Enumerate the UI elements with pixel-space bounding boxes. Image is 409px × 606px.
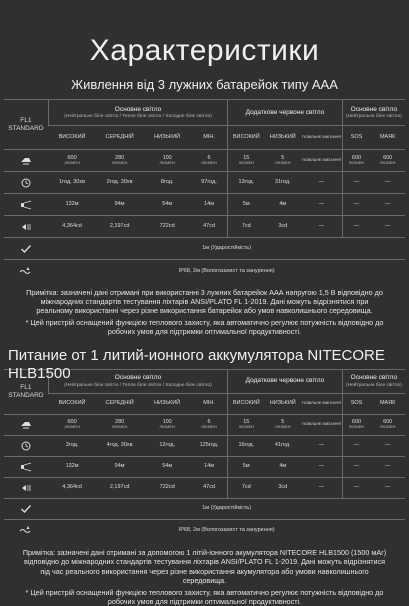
lumens-value: 5	[281, 155, 285, 162]
runtime-cell: 13год.	[228, 172, 265, 194]
group-main-sublabel: (Нейтральне біле світло / Тепле біле світло / Холодне біле світло)	[64, 382, 212, 388]
lumens-value: 100	[162, 419, 172, 426]
mode-cell: МАЯК	[370, 126, 405, 150]
intensity-icon	[20, 222, 32, 232]
mode-cell: СЕРЕДНІЙ	[96, 393, 144, 414]
section1-subtitle: Живлення від 3 лужних батарейок типу ААА	[71, 77, 338, 92]
distance-cell: 54м	[143, 194, 191, 216]
lumens-value: 600	[351, 155, 362, 162]
intensity-cell: 7cd	[228, 216, 265, 238]
table-impact-row	[4, 498, 405, 519]
lumens-slow-cell: ПОВІЛЬНЕ МИГАННЯ	[301, 414, 342, 435]
standard-label: STANDARD	[8, 124, 44, 132]
lumens-unit: ЛЮМЕН	[348, 160, 365, 166]
lumens-value: 600	[383, 155, 393, 162]
table-impact-row	[4, 238, 405, 260]
clock-icon	[21, 178, 31, 188]
intensity-cell: —	[301, 216, 342, 238]
mode-cell: ПОВІЛЬНЕ МИГАННЯ	[301, 126, 342, 150]
intensity-cell: —	[370, 216, 405, 238]
runtime-cell: 125год.	[191, 435, 228, 456]
group-main2-sublabel: (Нейтральне біле світло)	[345, 113, 402, 119]
table-runtime-row	[4, 172, 405, 194]
impact-cell: 1м (Ударостійкість)	[48, 498, 405, 519]
intensity-cell: 2,197cd	[96, 477, 144, 498]
lumens-cell	[228, 150, 265, 172]
runtime-cell: 3год.	[48, 435, 96, 456]
lumens-cell	[228, 414, 265, 435]
runtime-cell: 97год.	[191, 172, 228, 194]
lumens-value: 100	[162, 155, 172, 162]
mode-cell: МІН.	[191, 393, 228, 414]
intensity-cell: 722cd	[143, 216, 191, 238]
waterproof-icon-cell	[4, 519, 48, 540]
lumens-cell	[370, 414, 405, 435]
runtime-cell: —	[301, 172, 342, 194]
group-main2-sublabel: (Нейтральне біле світло)	[345, 382, 402, 388]
intensity-cell: —	[301, 477, 342, 498]
mode-cell: СЕРЕДНІЙ	[96, 126, 144, 150]
impact-icon-cell	[4, 238, 48, 260]
beam-distance-icon	[20, 200, 32, 210]
lumens-icon-cell	[4, 150, 48, 172]
mode-cell: ВИСОКИЙ	[228, 393, 265, 414]
lumens-unit: ЛЮМЕН	[274, 424, 291, 430]
lumens-unit: ЛЮМЕН	[348, 424, 365, 430]
runtime-cell: —	[301, 435, 342, 456]
intensity-cell: —	[342, 477, 370, 498]
lumens-cell	[143, 150, 191, 172]
intensity-icon	[20, 483, 32, 493]
table-distance-row	[4, 194, 405, 216]
runtime-cell: 1год. 30хв	[48, 172, 96, 194]
group-red-label: Додаткове червоне світло	[245, 377, 325, 385]
lumens-value: 600	[67, 155, 77, 162]
group-main2-label: Основне світло	[350, 105, 398, 113]
lumens-unit: ЛЮМЕН	[64, 424, 80, 430]
mode-cell: МАЯК	[370, 393, 405, 414]
mode-cell: НИЗЬКИЙ	[264, 393, 301, 414]
table-lumens-row	[4, 150, 405, 172]
distance-cell: —	[301, 194, 342, 216]
distance-cell: 5м	[228, 194, 265, 216]
distance-cell: —	[370, 456, 405, 477]
impact-cell: 1м (Ударостійкість)	[48, 238, 405, 260]
mode-cell: SOS	[342, 126, 370, 150]
section1-note: Примітка: зазначені дані отримані при використанні 3 лужних батарейок ААА напругою 1,5 В відповідно до міжнародних стандартів тестування ліхтарів ANSI/PLATO FL 1-2019. Дані можуть відрізнятися при реальному використанні через різне використання батарейок або умов навколишнього середовища.	[26, 287, 383, 315]
distance-cell: 4м	[264, 456, 301, 477]
distance-cell: 14м	[191, 456, 228, 477]
lumens-value: 6	[207, 419, 211, 426]
lumens-unit: ЛЮМЕН	[159, 424, 175, 430]
intensity-cell: —	[342, 216, 370, 238]
spec-table-1	[4, 99, 405, 282]
intensity-cell: 722cd	[143, 477, 191, 498]
runtime-cell: —	[342, 172, 370, 194]
runtime-cell: 8год.	[143, 172, 191, 194]
mode-cell: НИЗЬКИЙ	[264, 126, 301, 150]
lumens-cell	[342, 414, 370, 435]
lumens-value: 600	[383, 419, 393, 426]
group-main-light	[48, 100, 227, 126]
lumens-unit: ЛЮМЕН	[379, 160, 396, 166]
lumens-cell	[191, 150, 228, 172]
runtime-cell: 31год.	[264, 172, 301, 194]
lumens-cell	[143, 414, 191, 435]
mode-cell: SOS	[342, 393, 370, 414]
group-red-light	[228, 369, 343, 393]
intensity-cell: 4,364cd	[48, 216, 96, 238]
lumens-value: 280	[115, 419, 125, 426]
lumens-unit: ЛЮМЕН	[379, 424, 396, 430]
runtime-cell: —	[342, 435, 370, 456]
table-waterproof-row	[4, 519, 405, 540]
intensity-cell: 4,364cd	[48, 477, 96, 498]
distance-icon-cell	[4, 456, 48, 477]
distance-cell: 94м	[96, 194, 144, 216]
lumens-value: 6	[207, 155, 211, 162]
runtime-icon-cell	[4, 435, 48, 456]
spec-table-2	[4, 369, 405, 541]
distance-cell: 132м	[48, 456, 96, 477]
table-group-row	[4, 100, 405, 126]
group-red-light	[228, 100, 343, 126]
distance-cell: 4м	[264, 194, 301, 216]
table-mode-row	[4, 126, 405, 150]
runtime-cell: —	[370, 435, 405, 456]
mode-cell: МІН.	[191, 126, 228, 150]
runtime-cell: 4год. 30хв	[96, 435, 144, 456]
group-main-label: Основне світло	[114, 374, 162, 382]
group-main-light-2	[342, 100, 405, 126]
lumens-unit: ЛЮМЕН	[274, 160, 291, 166]
group-main-light-2	[342, 369, 405, 393]
lumens-unit: ЛЮМЕН	[201, 424, 217, 430]
lightbulb-icon	[20, 156, 32, 166]
lumens-value: 280	[115, 155, 125, 162]
waterproof-cell: IP68, 2м (Вологозахист та занурення)	[48, 260, 405, 282]
intensity-cell: 47cd	[191, 477, 228, 498]
intensity-cell: 3cd	[264, 477, 301, 498]
lumens-value: 600	[351, 419, 362, 426]
distance-cell: —	[342, 194, 370, 216]
table-distance-row	[4, 456, 405, 477]
lumens-value: 15	[243, 419, 250, 426]
lumens-value: 5	[281, 419, 285, 426]
waterproof-icon	[19, 266, 33, 276]
table-lumens-row	[4, 414, 405, 435]
lumens-cell	[96, 150, 144, 172]
page-title: Характеристики	[89, 34, 320, 67]
section2-note: Примітка: зазначені дані отримані за допомогою 1 літій-іонного акумулятора NITECORE HLB1500 (1500 мАг) відповідно до міжнародних стандартів тестування ліхтарів ANSI/PLATO FL 1-2019. Дані можуть відрізнятися під час реального використання через різне використання акумулятора або умови навколишнього середовища.	[22, 548, 387, 585]
lumens-cell	[264, 414, 301, 435]
beam-distance-icon	[20, 462, 32, 472]
distance-cell: 132м	[48, 194, 96, 216]
lumens-icon-cell	[4, 414, 48, 435]
lightbulb-icon	[20, 420, 32, 430]
waterproof-cell: IP68, 2м (Вологозахист та занурення)	[48, 519, 405, 540]
lumens-unit: ЛЮМЕН	[64, 160, 80, 166]
lumens-cell	[342, 150, 370, 172]
waterproof-icon-cell	[4, 260, 48, 282]
distance-cell: —	[301, 456, 342, 477]
clock-icon	[21, 441, 31, 451]
runtime-cell: 16год.	[228, 435, 265, 456]
impact-check-icon	[20, 244, 32, 254]
group-red-label: Додаткове червоне світло	[245, 108, 325, 116]
group-main-light	[48, 369, 227, 393]
lumens-unit: ЛЮМЕН	[201, 160, 217, 166]
intensity-cell: —	[370, 477, 405, 498]
mode-cell: ВИСОКИЙ	[48, 126, 96, 150]
lumens-unit: ЛЮМЕН	[111, 424, 128, 430]
group-main2-label: Основне світло	[350, 374, 398, 382]
intensity-cell: 3cd	[264, 216, 301, 238]
table-intensity-row	[4, 477, 405, 498]
lumens-value: 600	[67, 419, 77, 426]
lumens-cell	[48, 150, 96, 172]
intensity-icon-cell	[4, 477, 48, 498]
group-main-sublabel: (Нейтральне біле світло / Тепле біле світло / Холодне біле світло)	[64, 113, 212, 119]
lumens-unit: ЛЮМЕН	[159, 160, 175, 166]
lumens-cell	[264, 150, 301, 172]
table-intensity-row	[4, 216, 405, 238]
runtime-cell: —	[370, 172, 405, 194]
fl1-label: FL1	[20, 384, 32, 392]
runtime-icon-cell	[4, 172, 48, 194]
distance-cell: 94м	[96, 456, 144, 477]
table-mode-row	[4, 393, 405, 414]
section2-subtitle: Питание от 1 литий-ионного аккумулятора NITECORE HLB1500	[8, 346, 385, 382]
section2-note-thermal: * Цей пристрій оснащений функцією теплового захисту, яка автоматично регулює потужність відповідно до робочих умов для підтримки оптимальної продуктивності.	[25, 587, 384, 606]
table-waterproof-row	[4, 260, 405, 282]
intensity-cell: 2,197cd	[96, 216, 144, 238]
distance-cell: 14м	[191, 194, 228, 216]
distance-cell: —	[342, 456, 370, 477]
distance-cell: —	[370, 194, 405, 216]
intensity-icon-cell	[4, 216, 48, 238]
lumens-value: 15	[243, 155, 250, 162]
intensity-cell: 47cd	[191, 216, 228, 238]
standard-label: STANDARD	[8, 391, 44, 399]
distance-cell: 5м	[228, 456, 265, 477]
lumens-unit: ЛЮМЕН	[238, 424, 255, 430]
lumens-unit: ЛЮМЕН	[238, 160, 255, 166]
mode-cell: ВИСОКИЙ	[228, 126, 265, 150]
lumens-cell	[48, 414, 96, 435]
group-main-label: Основне світло	[114, 105, 162, 113]
section1-note-thermal: * Цей пристрій оснащений функцією теплового захисту, яка автоматично регулює потужність відповідно до робочих умов для підтримки оптимальної продуктивності.	[25, 318, 384, 337]
lumens-cell	[370, 150, 405, 172]
lumens-slow-cell: ПОВІЛЬНЕ МИГАННЯ	[301, 150, 342, 172]
lumens-cell	[191, 414, 228, 435]
mode-cell: ВИСОКИЙ	[48, 393, 96, 414]
mode-cell: НИЗЬКИЙ	[143, 393, 191, 414]
waterproof-icon	[19, 525, 33, 535]
runtime-cell: 2год. 30хв	[96, 172, 144, 194]
intensity-cell: 7cd	[228, 477, 265, 498]
fl1-label: FL1	[20, 117, 32, 125]
lumens-unit: ЛЮМЕН	[111, 160, 128, 166]
mode-cell: ПОВІЛЬНЕ МИГАННЯ	[301, 393, 342, 414]
fl1-standard-cell	[4, 100, 48, 150]
mode-cell: НИЗЬКИЙ	[143, 126, 191, 150]
impact-check-icon	[20, 504, 32, 514]
runtime-cell: 12год.	[143, 435, 191, 456]
lumens-cell	[96, 414, 144, 435]
table-runtime-row	[4, 435, 405, 456]
runtime-cell: 41год.	[264, 435, 301, 456]
distance-cell: 54м	[143, 456, 191, 477]
distance-icon-cell	[4, 194, 48, 216]
impact-icon-cell	[4, 498, 48, 519]
